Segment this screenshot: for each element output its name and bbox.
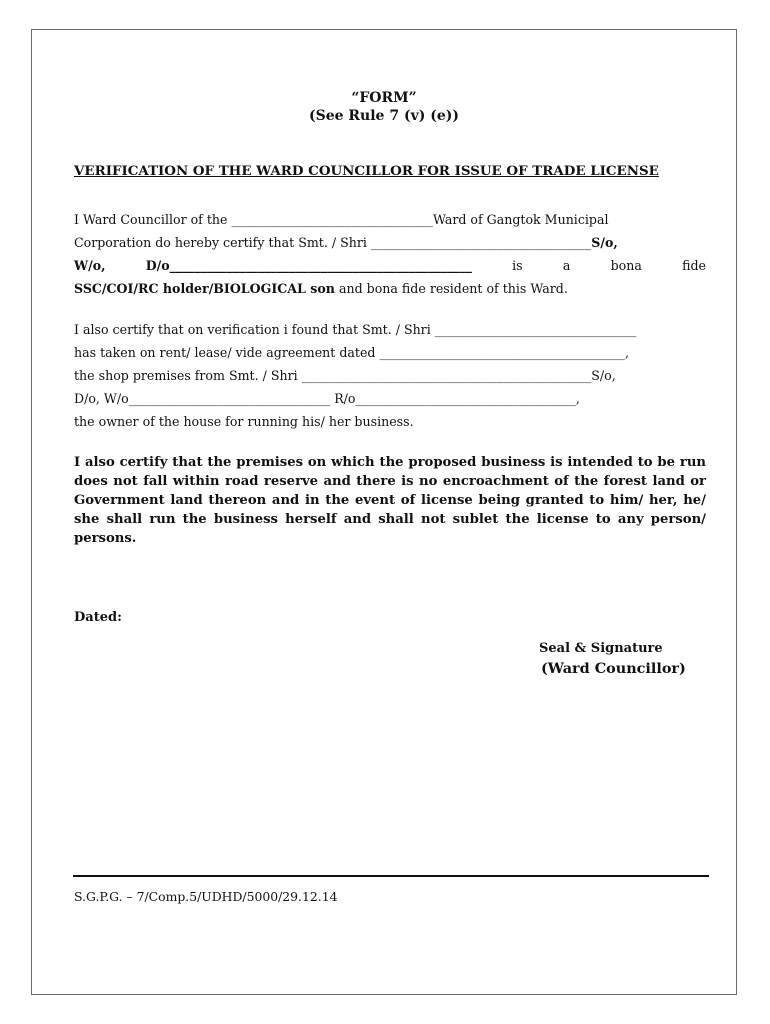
seal-signature-label: Seal & Signature — [539, 641, 663, 656]
form-title: “FORM” — [351, 90, 417, 106]
para2-line-4: D/o, W/o________________________________ R/o___________________________________, — [74, 391, 580, 406]
para1-line-1: I Ward Councillor of the ________________________________Ward of Gangtok Municipal — [74, 212, 609, 227]
form-rule-reference: (See Rule 7 (v) (e)) — [309, 108, 459, 124]
form-title-block — [32, 89, 736, 125]
para1-line-2 — [74, 231, 706, 254]
para1-line-3 — [74, 254, 706, 277]
para1-do-field: D/o________________________________________________ — [145, 258, 472, 273]
para1-word-bona: bona — [610, 258, 642, 273]
para2-line-5: the owner of the house for running his/ her business. — [74, 414, 414, 429]
footer-divider — [73, 875, 709, 877]
dated-label: Dated: — [74, 610, 122, 625]
form-heading: VERIFICATION OF THE WARD COUNCILLOR FOR ISSUE OF TRADE LICENSE — [74, 163, 659, 179]
para1-word-a: a — [562, 258, 571, 273]
para2-line-1: I also certify that on verification i found that Smt. / Shri ________________________________ — [74, 322, 637, 337]
para3-line-4: she shall run the business herself and shall not sublet the license to any person/ — [74, 512, 706, 527]
para3-line-5: persons. — [74, 531, 137, 546]
para1-line-2-text: Corporation do hereby certify that Smt. / Shri ___________________________________ — [74, 235, 592, 250]
para2-line-2: has taken on rent/ lease/ vide agreement dated _______________________________________, — [74, 345, 630, 360]
footer-reference: S.G.P.G. – 7/Comp.5/UDHD/5000/29.12.14 — [74, 889, 338, 904]
certification-paragraph-3 — [74, 453, 706, 548]
certification-paragraph-2 — [74, 318, 706, 433]
para1-line-4 — [74, 277, 706, 300]
para1-line-2-bold: S/o, — [591, 235, 618, 250]
para1-line-4-text: and bona fide resident of this Ward. — [334, 281, 568, 296]
para1-wo-label: W/o, — [74, 258, 106, 273]
para3-line-1: I also certify that the premises on which the proposed business is intended to be run — [74, 455, 706, 470]
para1-line-4-bold: SSC/COI/RC holder/BIOLOGICAL son — [74, 281, 335, 296]
para3-line-2: does not fall within road reserve and there is no encroachment of the forest land or — [74, 474, 706, 489]
para2-line-3: the shop premises from Smt. / Shri ______________________________________________S/o, — [74, 368, 616, 383]
ward-councillor-label: (Ward Councillor) — [541, 660, 686, 677]
certification-paragraph-1 — [74, 208, 706, 300]
para3-line-3: Government land thereon and in the event of license being granted to him/ her, he/ — [74, 493, 706, 508]
para1-word-fide: fide — [682, 258, 706, 273]
para1-word-is: is — [512, 258, 523, 273]
document-page — [31, 29, 737, 995]
